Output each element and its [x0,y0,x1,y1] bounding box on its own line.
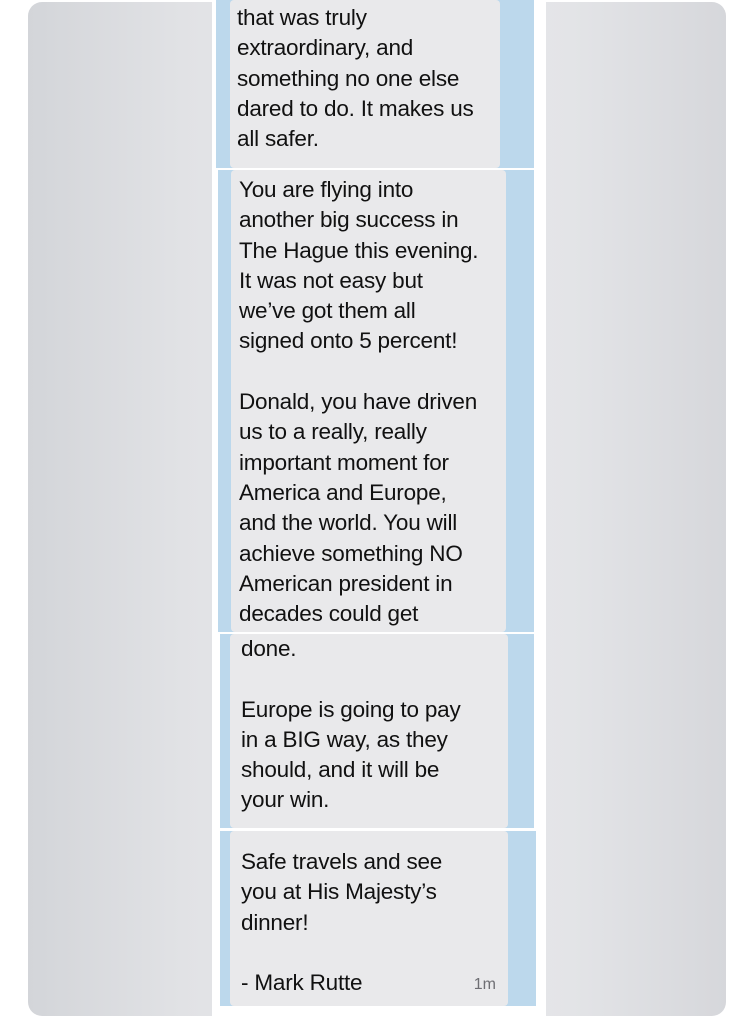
message-text: that was truly extraordinary, and something no one else dared to do. It makes us all safer. [237,5,474,152]
message-text: done. Europe is going to pay in a BIG way, as they should, and it will be your win. [241,636,461,813]
message-text: You are flying into another big success in The Hague this evening. It was not easy but we’ve got them all signed onto 5 percent! Donald, you have driven us to a really, really important moment for America and Europe, and the world. You will achieve something NO American president in decades could get [239,177,479,627]
message-timestamp: 1m [473,976,496,993]
message-slice-4 [220,831,536,1006]
message-slice-3 [220,634,534,828]
message-slice-1 [216,0,534,168]
message-slice-2 [218,170,534,632]
message-text: Safe travels and see you at His Majesty’s dinner! - Mark Rutte [241,849,443,996]
